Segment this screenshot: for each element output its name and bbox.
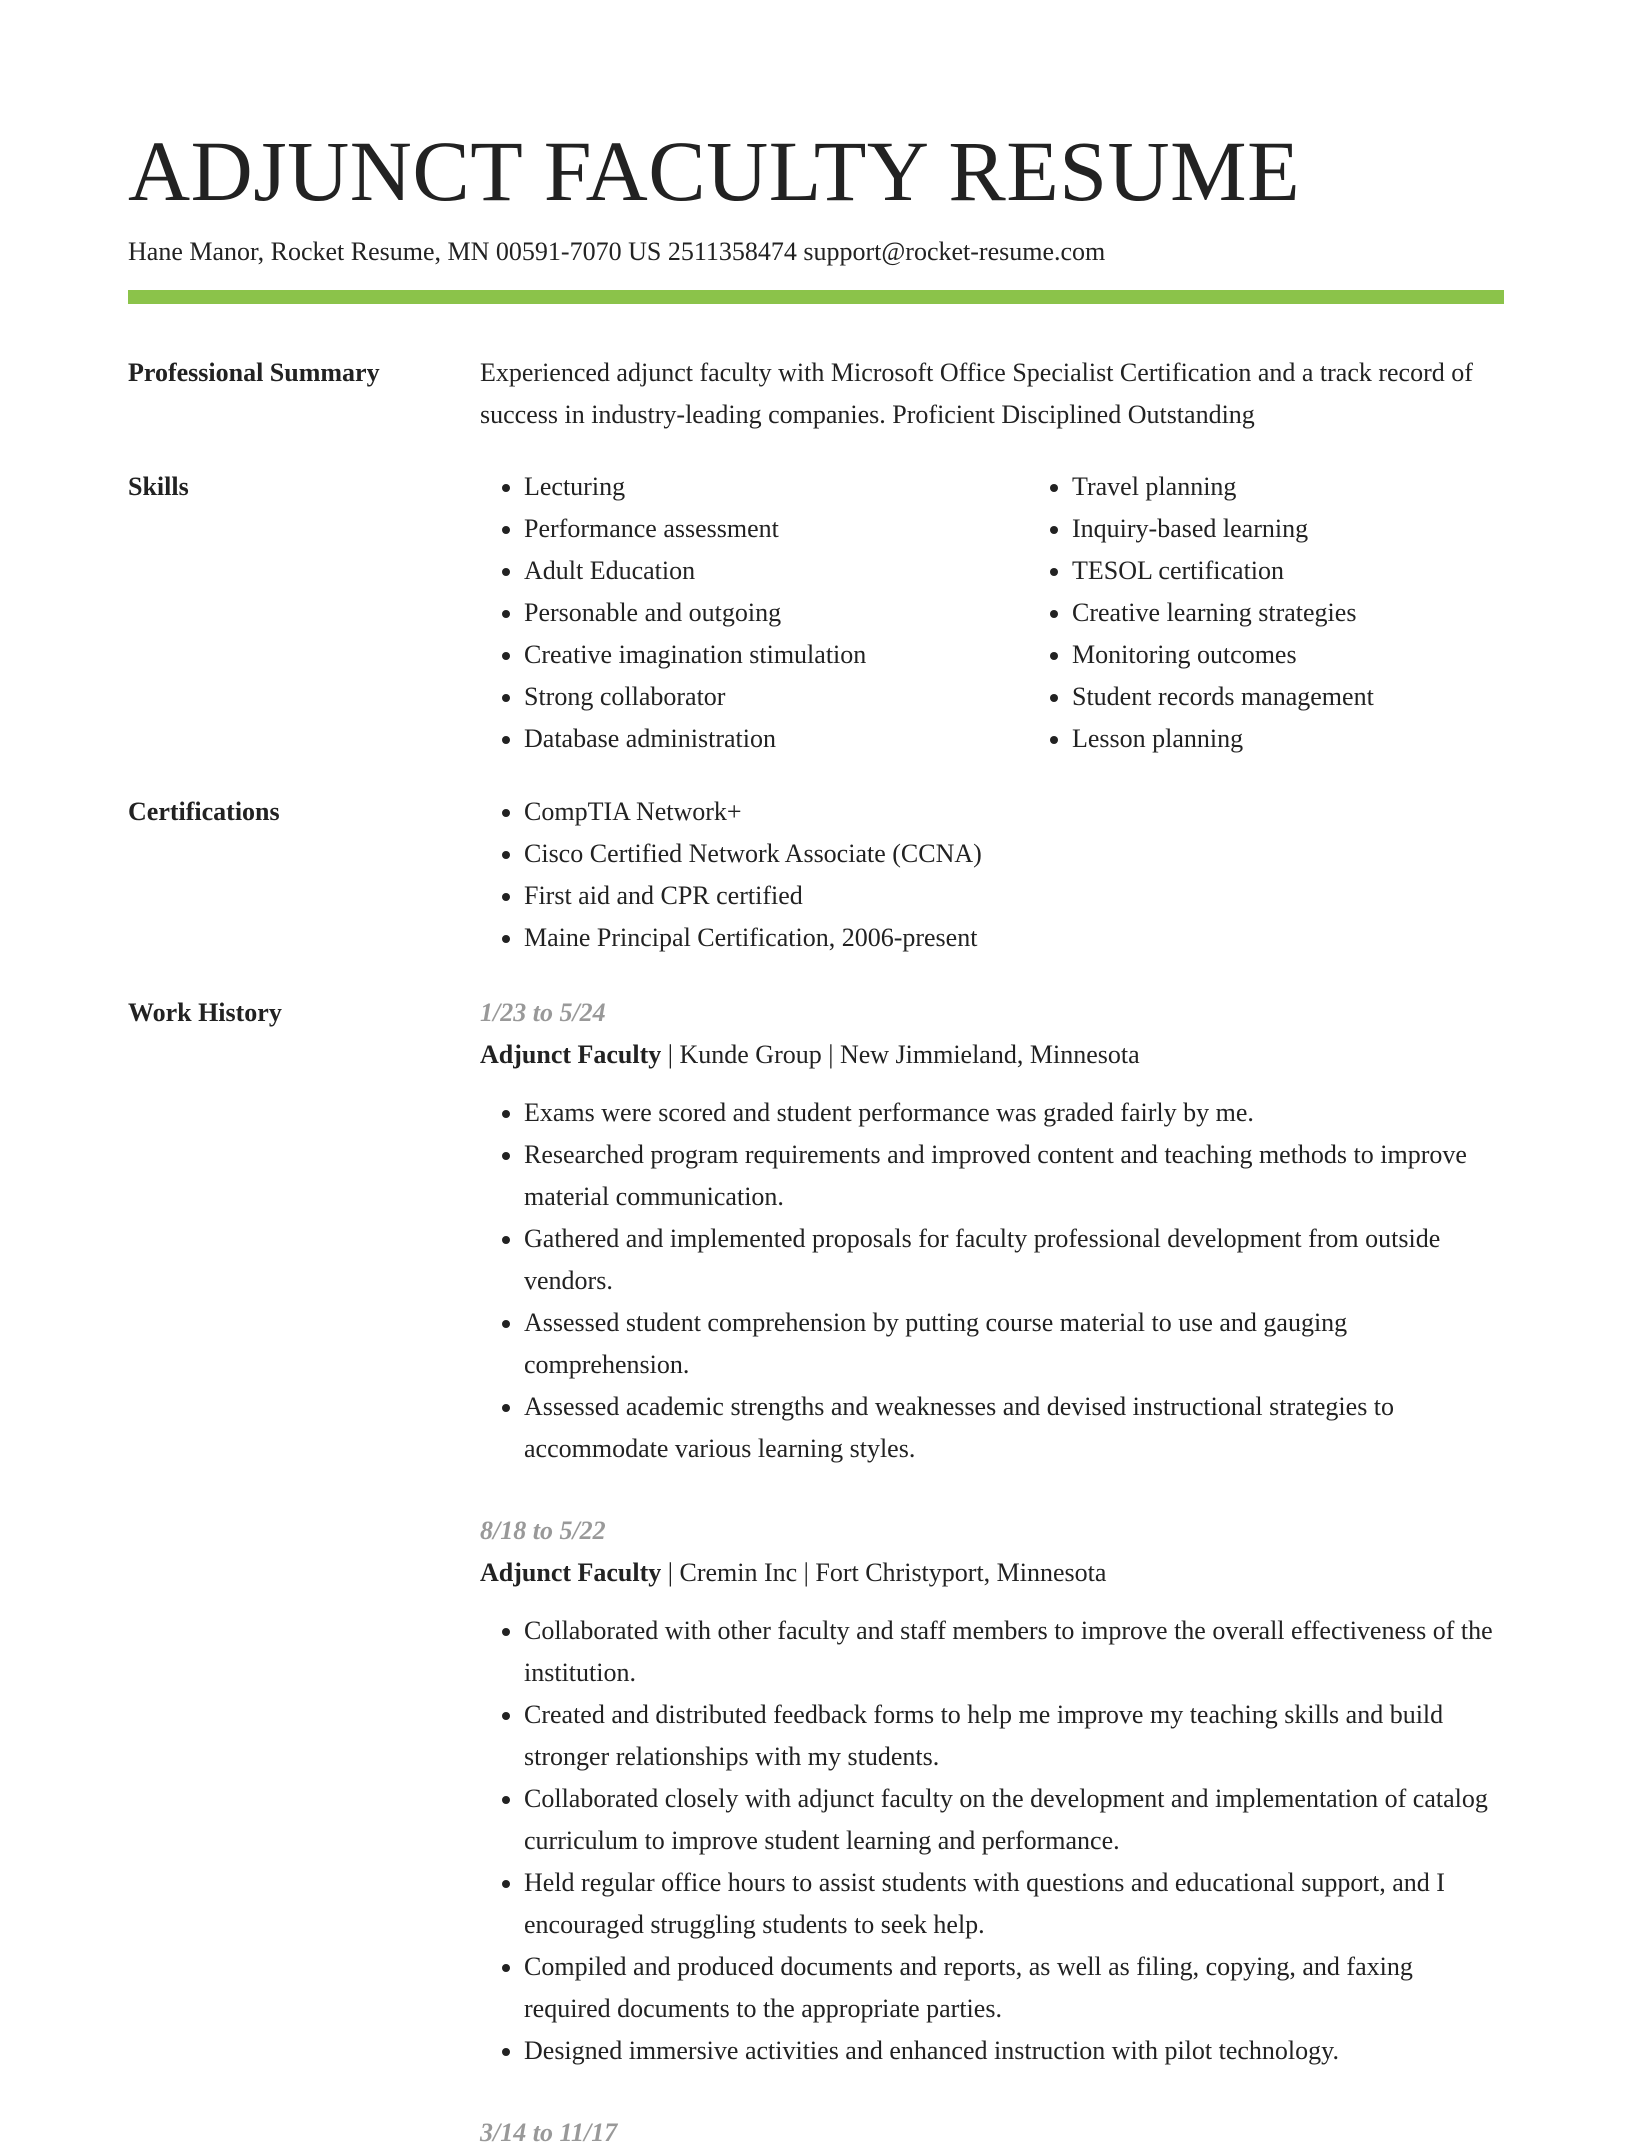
summary-text: Experienced adjunct faculty with Microsoft Office Specialist Certification and a track record of success in industry-leading companies. Proficient Disciplined Outstanding [480,358,1473,429]
skill-item: • TESOL certification [1072,550,1532,592]
skill-item: • Personable and outgoing [524,592,984,634]
job-heading [480,1552,1504,1594]
skill-item: • Lecturing [524,466,984,508]
certifications-list [480,791,1504,959]
job-bullet: • Collaborated closely with adjunct faculty on the development and implementation of catalog curriculum to improve student learning and performance. [524,1778,1504,1862]
skill-item: • Adult Education [524,550,984,592]
job-bullet: • Researched program requirements and improved content and teaching methods to improve material communication. [524,1134,1504,1218]
skill-item: • Travel planning [1072,466,1532,508]
job-bullet: • Compiled and produced documents and reports, as well as filing, copying, and faxing required documents to the appropriate parties. [524,1946,1504,2030]
skill-item: • Student records management [1072,676,1532,718]
job-bullet: • Created and distributed feedback forms to help me improve my teaching skills and build stronger relationships with my students. [524,1694,1504,1778]
skill-item: • Creative learning strategies [1072,592,1532,634]
job-bullets [480,1092,1504,1470]
job-bullet: • Designed immersive activities and enhanced instruction with pilot technology. [524,2030,1504,2072]
certification-item: • CompTIA Network+ [524,791,1504,833]
certifications-label: Certifications [128,797,280,826]
skill-item: • Performance assessment [524,508,984,550]
job-heading [480,1034,1504,1076]
skills-column-1 [480,466,984,760]
job-entry [480,1510,1504,2072]
skill-item: • Lesson planning [1072,718,1532,760]
resume-page [128,0,1504,2147]
job-details: | Kunde Group | New Jimmieland, Minnesota [661,1040,1140,1069]
job-dates: 8/18 to 5/22 [480,1516,606,1545]
skills-label: Skills [128,472,189,501]
work-history-section [128,992,1504,2154]
skill-item: • Creative imagination stimulation [524,634,984,676]
job-bullet: • Assessed academic strengths and weaknesses and devised instructional strategies to accommodate various learning styles. [524,1386,1504,1470]
certifications-section [128,791,1504,959]
job-dates: 1/23 to 5/24 [480,998,606,1027]
job-bullets [480,1610,1504,2072]
skills-column-2 [1028,466,1532,760]
certification-item: • First aid and CPR certified [524,875,1504,917]
accent-rule [128,290,1504,304]
summary-label: Professional Summary [128,358,380,387]
job-dates: 3/14 to 11/17 [480,2118,618,2147]
skill-item: • Database administration [524,718,984,760]
job-bullet: • Exams were scored and student performance was graded fairly by me. [524,1092,1504,1134]
job-bullet: • Gathered and implemented proposals for faculty professional development from outside vendors. [524,1218,1504,1302]
job-title: Adjunct Faculty [480,1558,662,1587]
certification-item: • Cisco Certified Network Associate (CCNA) [524,833,1504,875]
job-bullet: • Assessed student comprehension by putting course material to use and gauging comprehension. [524,1302,1504,1386]
resume-title: ADJUNCT FACULTY RESUME [128,123,1301,219]
summary-section [128,352,1504,436]
job-title: Adjunct Faculty [480,1040,662,1069]
job-bullet: • Collaborated with other faculty and staff members to improve the overall effectiveness of the institution. [524,1610,1504,1694]
certification-item: • Maine Principal Certification, 2006-present [524,917,1504,959]
job-entry [480,2112,1504,2154]
job-entry [480,992,1504,1470]
work-history-label: Work History [128,998,282,1027]
job-bullet: • Held regular office hours to assist students with questions and educational support, and I encouraged struggling students to seek help. [524,1862,1504,1946]
skills-section [128,466,1504,760]
job-details: | Cremin Inc | Fort Christyport, Minnesota [661,1558,1107,1587]
skill-item: • Monitoring outcomes [1072,634,1532,676]
skill-item: • Strong collaborator [524,676,984,718]
contact-line: Hane Manor, Rocket Resume, MN 00591-7070 US 2511358474 support@rocket-resume.com [128,237,1106,266]
skill-item: • Inquiry-based learning [1072,508,1532,550]
